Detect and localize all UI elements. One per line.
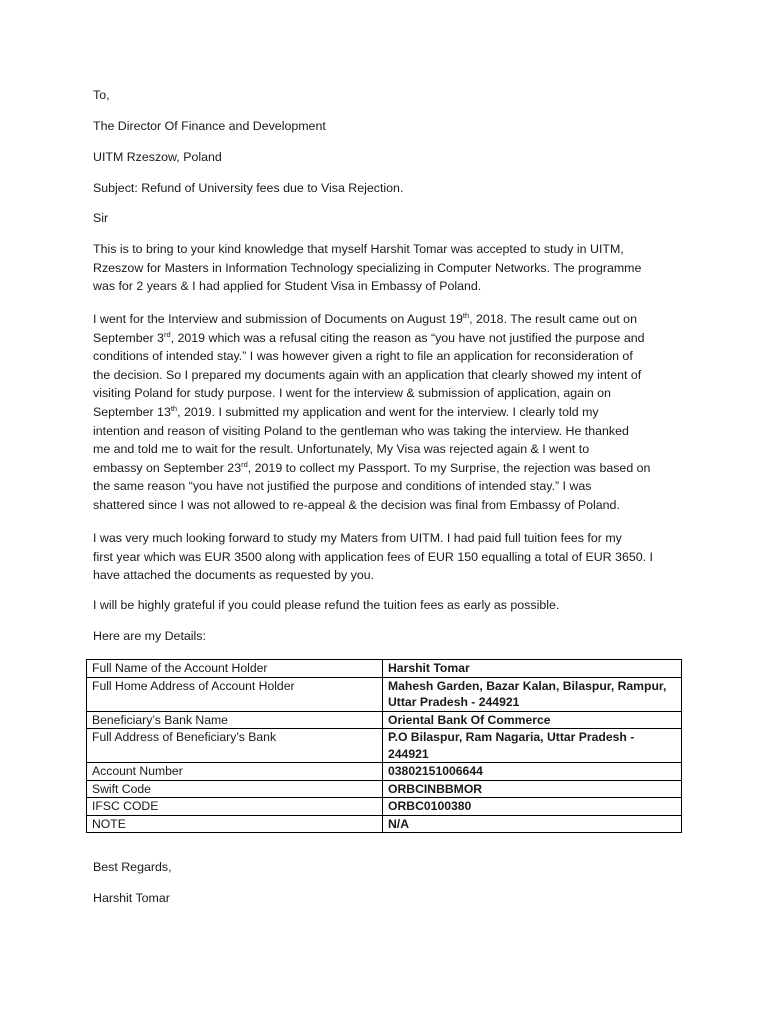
row-label: IFSC CODE: [87, 798, 383, 816]
para1-line: was for 2 years & I had applied for Student Visa in Embassy of Poland.: [93, 279, 482, 294]
recipient-title: The Director Of Finance and Development: [93, 119, 326, 133]
ordinal-suffix: rd: [163, 329, 171, 339]
paragraph-3: [93, 529, 683, 585]
row-label: Full Name of the Account Holder: [87, 660, 383, 678]
row-label: Swift Code: [87, 780, 383, 798]
row-label: Full Address of Beneficiary’s Bank: [87, 729, 383, 763]
para2-text: the same reason “you have not justified the purpose and conditions of intended stay.” I was: [93, 479, 592, 494]
para2-text: , 2019. I submitted my application and went for the interview. I clearly told my: [177, 404, 599, 419]
paragraph-4: I will be highly grateful if you could please refund the tuition fees as early as possible.: [93, 598, 560, 612]
para2-text: , 2019 to collect my Passport. To my Surprise, the rejection was based on: [247, 460, 651, 475]
table-row: [87, 729, 682, 763]
para2-text: September 3: [93, 330, 164, 345]
paragraph-1: [93, 240, 683, 296]
row-value: 03802151006644: [383, 763, 682, 781]
row-value: Mahesh Garden, Bazar Kalan, Bilaspur, Rampur, Uttar Pradesh - 244921: [383, 677, 682, 711]
ordinal-suffix: th: [170, 403, 178, 413]
row-value: Harshit Tomar: [383, 660, 682, 678]
para2-text: , 2018. The result came out on: [469, 312, 637, 326]
row-value: N/A: [383, 815, 682, 833]
subject-line: Subject: Refund of University fees due to Visa Rejection.: [93, 181, 404, 195]
table-row: [87, 660, 682, 678]
greeting: Sir: [93, 211, 109, 225]
table-row: [87, 780, 682, 798]
para3-line: first year which was EUR 3500 along with application fees of EUR 150 equalling a total of EUR 3650. I: [93, 549, 653, 564]
row-label: Beneficiary’s Bank Name: [87, 711, 383, 729]
row-value: ORBCINBBMOR: [383, 780, 682, 798]
para2-text: shattered since I was not allowed to re-appeal & the decision was final from Embassy of Poland.: [93, 497, 620, 512]
table-row: [87, 677, 682, 711]
para2-text: conditions of intended stay.” I was however given a right to file an application for reconsideration of: [93, 349, 633, 364]
para2-text: the decision. So I prepared my documents again with an application that clearly showed my intent of: [93, 367, 642, 382]
table-row: [87, 711, 682, 729]
recipient-org: UITM Rzeszow, Poland: [93, 150, 222, 164]
row-label: Account Number: [87, 763, 383, 781]
row-label: Full Home Address of Account Holder: [87, 677, 383, 711]
row-value: ORBC0100380: [383, 798, 682, 816]
ordinal-suffix: rd: [241, 459, 248, 469]
ordinal-suffix: th: [462, 310, 470, 320]
closing: Best Regards,: [93, 860, 172, 874]
para2-text: I went for the Interview and submission of Documents on August 19: [93, 312, 463, 326]
row-value: P.O Bilaspur, Ram Nagaria, Uttar Pradesh - 244921: [383, 729, 682, 763]
para1-line: This is to bring to your kind knowledge that myself Harshit Tomar was accepted to study in UITM,: [93, 242, 624, 256]
para2-text: , 2019 which was a refusal citing the reason as “you have not justified the purpose and: [170, 330, 645, 345]
para1-line: Rzeszow for Masters in Information Technology specializing in Computer Networks. The programme: [93, 260, 642, 275]
salutation-to: To,: [93, 88, 110, 102]
table-row: [87, 798, 682, 816]
para2-text: September 13: [93, 404, 171, 419]
row-value: Oriental Bank Of Commerce: [383, 711, 682, 729]
details-heading: Here are my Details:: [93, 629, 206, 643]
account-details-table: [86, 659, 682, 833]
table-row: [87, 763, 682, 781]
para2-text: embassy on September 23: [93, 460, 242, 475]
table-row: [87, 815, 682, 833]
para2-text: me and told me to wait for the result. Unfortunately, My Visa was rejected again & I went to: [93, 442, 590, 457]
para3-line: I was very much looking forward to study my Maters from UITM. I had paid full tuition fees for my: [93, 531, 622, 545]
signature-name: Harshit Tomar: [93, 891, 170, 905]
para2-text: visiting Poland for study purpose. I went for the interview & submission of application, again on: [93, 386, 611, 401]
para3-line: have attached the documents as requested by you.: [93, 568, 375, 583]
paragraph-2: [93, 310, 683, 515]
para2-text: intention and reason of visiting Poland to the gentleman who was taking the interview. He thanked: [93, 423, 629, 438]
row-label: NOTE: [87, 815, 383, 833]
